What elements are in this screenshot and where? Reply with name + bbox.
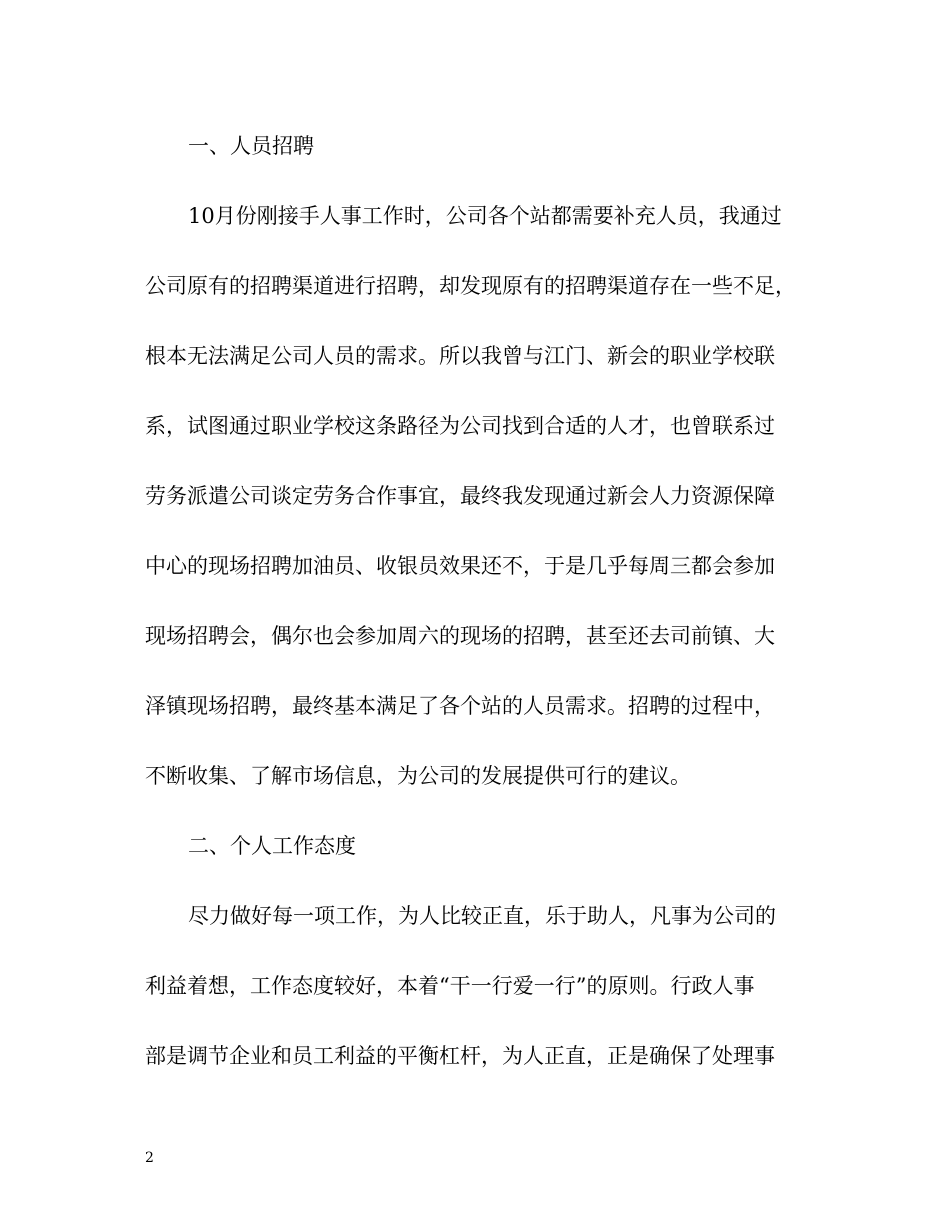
paragraph-line: 泽镇现场招聘，最终基本满足了各个站的人员需求。招聘的过程中， [145, 694, 775, 718]
paragraph-line: 系，试图通过职业学校这条路径为公司找到合适的人才，也曾联系过 [145, 414, 775, 438]
paragraph-line: 不断收集、了解市场信息，为公司的发展提供可行的建议。 [145, 764, 691, 788]
paragraph-line: 部是调节企业和员工利益的平衡杠杆，为人正直，正是确保了处理事 [145, 1044, 775, 1068]
paragraph-line: 公司原有的招聘渠道进行招聘，却发现原有的招聘渠道存在一些不足， [145, 274, 796, 298]
paragraph-line: 劳务派遣公司谈定劳务合作事宜，最终我发现通过新会人力资源保障 [145, 484, 775, 508]
paragraph-line: 尽力做好每一项工作，为人比较正直，乐于助人，凡事为公司的 [188, 904, 776, 928]
paragraph-line: 利益着想，工作态度较好，本着“干一行爱一行”的原则。行政人事 [145, 974, 755, 998]
section-heading-work-attitude: 二、个人工作态度 [188, 834, 356, 858]
paragraph-line: 10月份刚接手人事工作时，公司各个站都需要补充人员，我通过 [188, 204, 782, 228]
paragraph-line: 中心的现场招聘加油员、收银员效果还不，于是几乎每周三都会参加 [145, 554, 775, 578]
paragraph-line: 现场招聘会，偶尔也会参加周六的现场的招聘，甚至还去司前镇、大 [145, 624, 775, 648]
paragraph-line: 根本无法满足公司人员的需求。所以我曾与江门、新会的职业学校联 [145, 344, 775, 368]
section-heading-recruitment: 一、人员招聘 [188, 134, 314, 158]
page-number: 2 [145, 1150, 154, 1166]
